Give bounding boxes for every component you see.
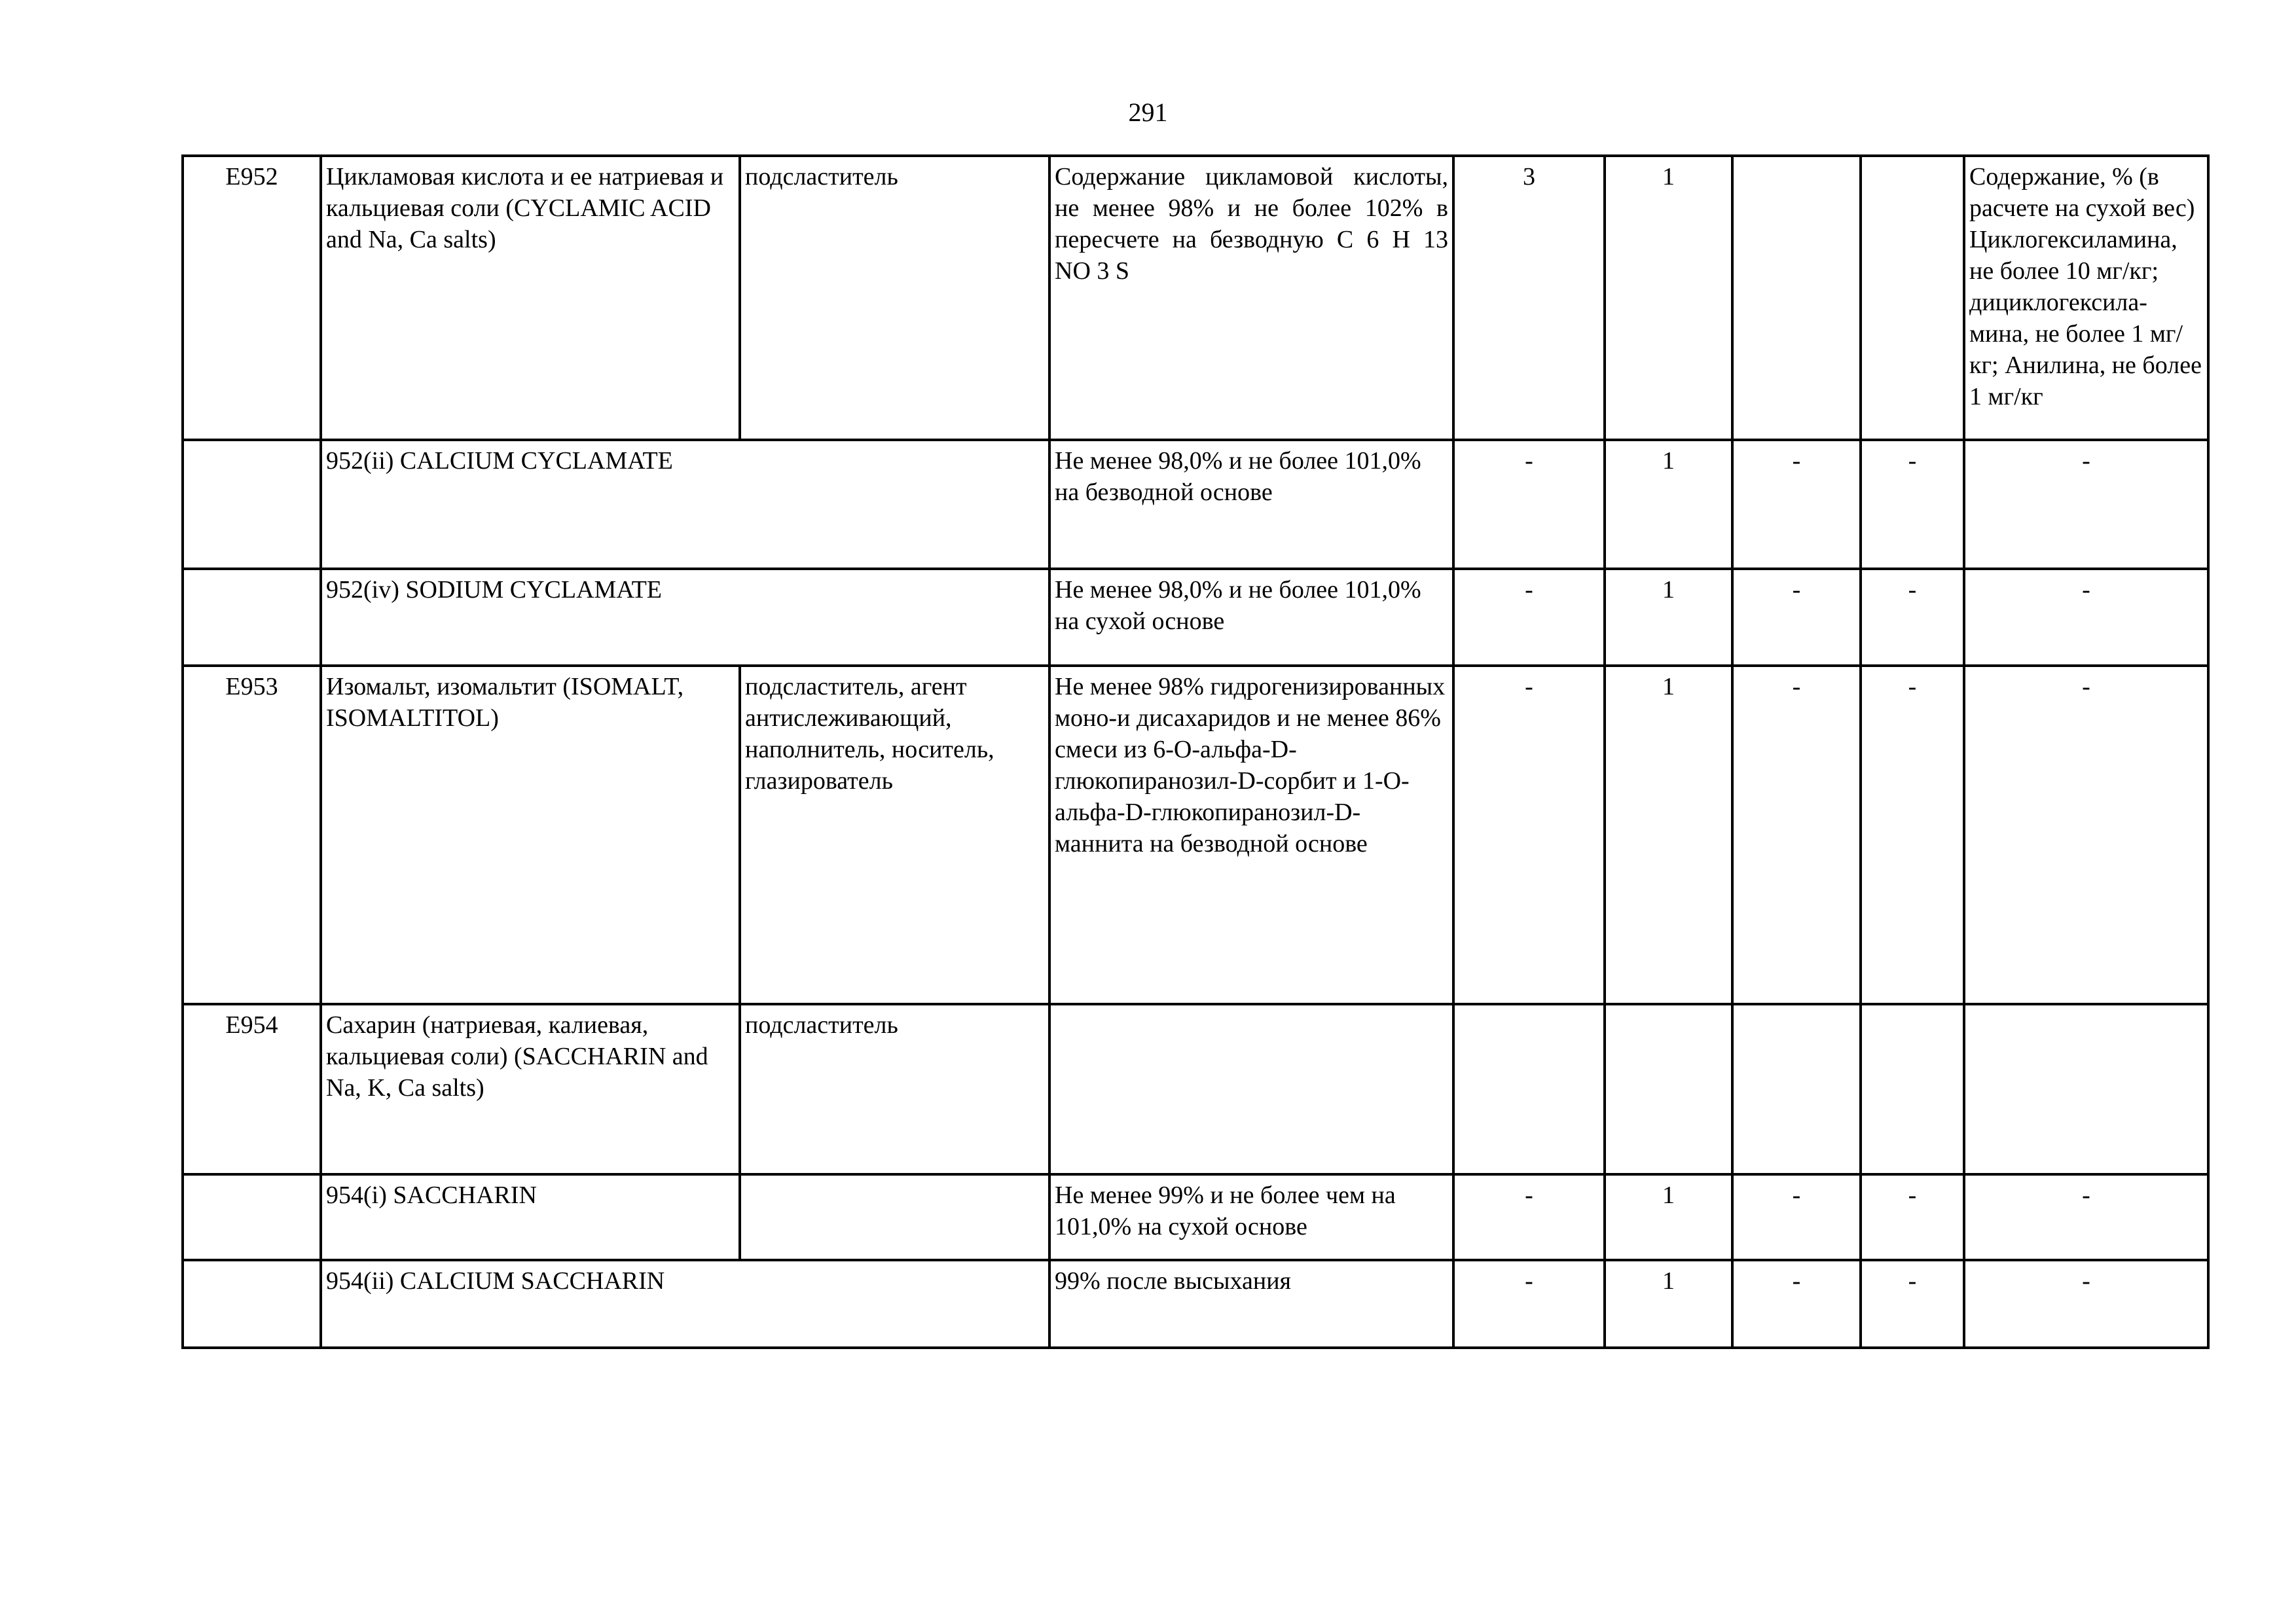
additive-code: E952 <box>183 156 321 440</box>
value-col-4: - <box>1861 1260 1964 1348</box>
assay-spec: Не менее 98,0% и не более 101,0% на сухой основе <box>1049 569 1453 666</box>
value-col-2: 1 <box>1605 1260 1732 1348</box>
table-row <box>183 666 2208 1004</box>
value-col-1: - <box>1453 440 1605 569</box>
note-cell: Содержание, % (в расчете на сухой вес) Циклогексиламина, не более 10 мг/кг; дициклогексила-мина, не более 1 мг/кг; Анилина, не более 1 мг/кг <box>1964 156 2208 440</box>
value-col-1: 3 <box>1453 156 1605 440</box>
value-col-3 <box>1732 156 1861 440</box>
additive-function: подсластитель <box>740 1004 1049 1174</box>
value-col-3: - <box>1732 1174 1861 1260</box>
additive-name: Изомальт, изомальтит (ISOMALT, ISOMALTITOL) <box>321 666 740 1004</box>
value-col-2: 1 <box>1605 156 1732 440</box>
value-col-3: - <box>1732 569 1861 666</box>
additive-code <box>183 440 321 569</box>
additive-name: 954(i) SACCHARIN <box>321 1174 740 1260</box>
value-col-4: - <box>1861 1174 1964 1260</box>
additive-code: E954 <box>183 1004 321 1174</box>
value-col-2: 1 <box>1605 440 1732 569</box>
assay-spec: Содержание цикламовой кислоты, не менее 98% и не более 102% в пересчете на безводную C 6 H 13 NO 3 S <box>1049 156 1453 440</box>
note-cell: - <box>1964 1260 2208 1348</box>
assay-spec: 99% после высыхания <box>1049 1260 1453 1348</box>
value-col-4 <box>1861 156 1964 440</box>
additive-function: подсластитель, агент антислеживающий, наполнитель, носитель, глазирователь <box>740 666 1049 1004</box>
table-row <box>183 156 2208 440</box>
value-col-3: - <box>1732 666 1861 1004</box>
additive-function: подсластитель <box>740 156 1049 440</box>
additive-code <box>183 569 321 666</box>
value-col-2: 1 <box>1605 569 1732 666</box>
additive-name: Сахарин (натриевая, калиевая, кальциевая соли) (SACCHARIN and Na, K, Ca salts) <box>321 1004 740 1174</box>
additive-code: E953 <box>183 666 321 1004</box>
note-cell: - <box>1964 666 2208 1004</box>
additive-function <box>740 1174 1049 1260</box>
additive-name: 952(iv) SODIUM CYCLAMATE <box>321 569 1049 666</box>
value-col-1: - <box>1453 1260 1605 1348</box>
assay-spec: Не менее 98% гидрогенизированных моно-и дисахаридов и не менее 86% смеси из 6-O-альфа-D-глюкопиранозил-D-сорбит и 1-O-альфа-D-глюкопиранозил-D-маннита на безводной основе <box>1049 666 1453 1004</box>
value-col-3: - <box>1732 440 1861 569</box>
value-col-3 <box>1732 1004 1861 1174</box>
value-col-4: - <box>1861 569 1964 666</box>
note-cell <box>1964 1004 2208 1174</box>
value-col-1: - <box>1453 1174 1605 1260</box>
additives-spec-table <box>181 154 2210 1349</box>
page-number: 291 <box>1128 98 1168 127</box>
value-col-4: - <box>1861 666 1964 1004</box>
table-row <box>183 1004 2208 1174</box>
table-row <box>183 1174 2208 1260</box>
value-col-2: 1 <box>1605 666 1732 1004</box>
table-row <box>183 1260 2208 1348</box>
value-col-1: - <box>1453 569 1605 666</box>
value-col-1 <box>1453 1004 1605 1174</box>
additive-name: 952(ii) CALCIUM CYCLAMATE <box>321 440 1049 569</box>
note-cell: - <box>1964 440 2208 569</box>
assay-spec <box>1049 1004 1453 1174</box>
value-col-2: 1 <box>1605 1174 1732 1260</box>
additive-name: Цикламовая кислота и ее натриевая и кальциевая соли (CYCLAMIC ACID and Na, Ca salts) <box>321 156 740 440</box>
table-row <box>183 440 2208 569</box>
value-col-2 <box>1605 1004 1732 1174</box>
assay-spec: Не менее 99% и не более чем на 101,0% на сухой основе <box>1049 1174 1453 1260</box>
value-col-3: - <box>1732 1260 1861 1348</box>
additive-code <box>183 1174 321 1260</box>
value-col-4 <box>1861 1004 1964 1174</box>
additive-name: 954(ii) CALCIUM SACCHARIN <box>321 1260 1049 1348</box>
note-cell: - <box>1964 569 2208 666</box>
assay-spec: Не менее 98,0% и не более 101,0% на безводной основе <box>1049 440 1453 569</box>
value-col-4: - <box>1861 440 1964 569</box>
additive-code <box>183 1260 321 1348</box>
table-row <box>183 569 2208 666</box>
value-col-1: - <box>1453 666 1605 1004</box>
note-cell: - <box>1964 1174 2208 1260</box>
